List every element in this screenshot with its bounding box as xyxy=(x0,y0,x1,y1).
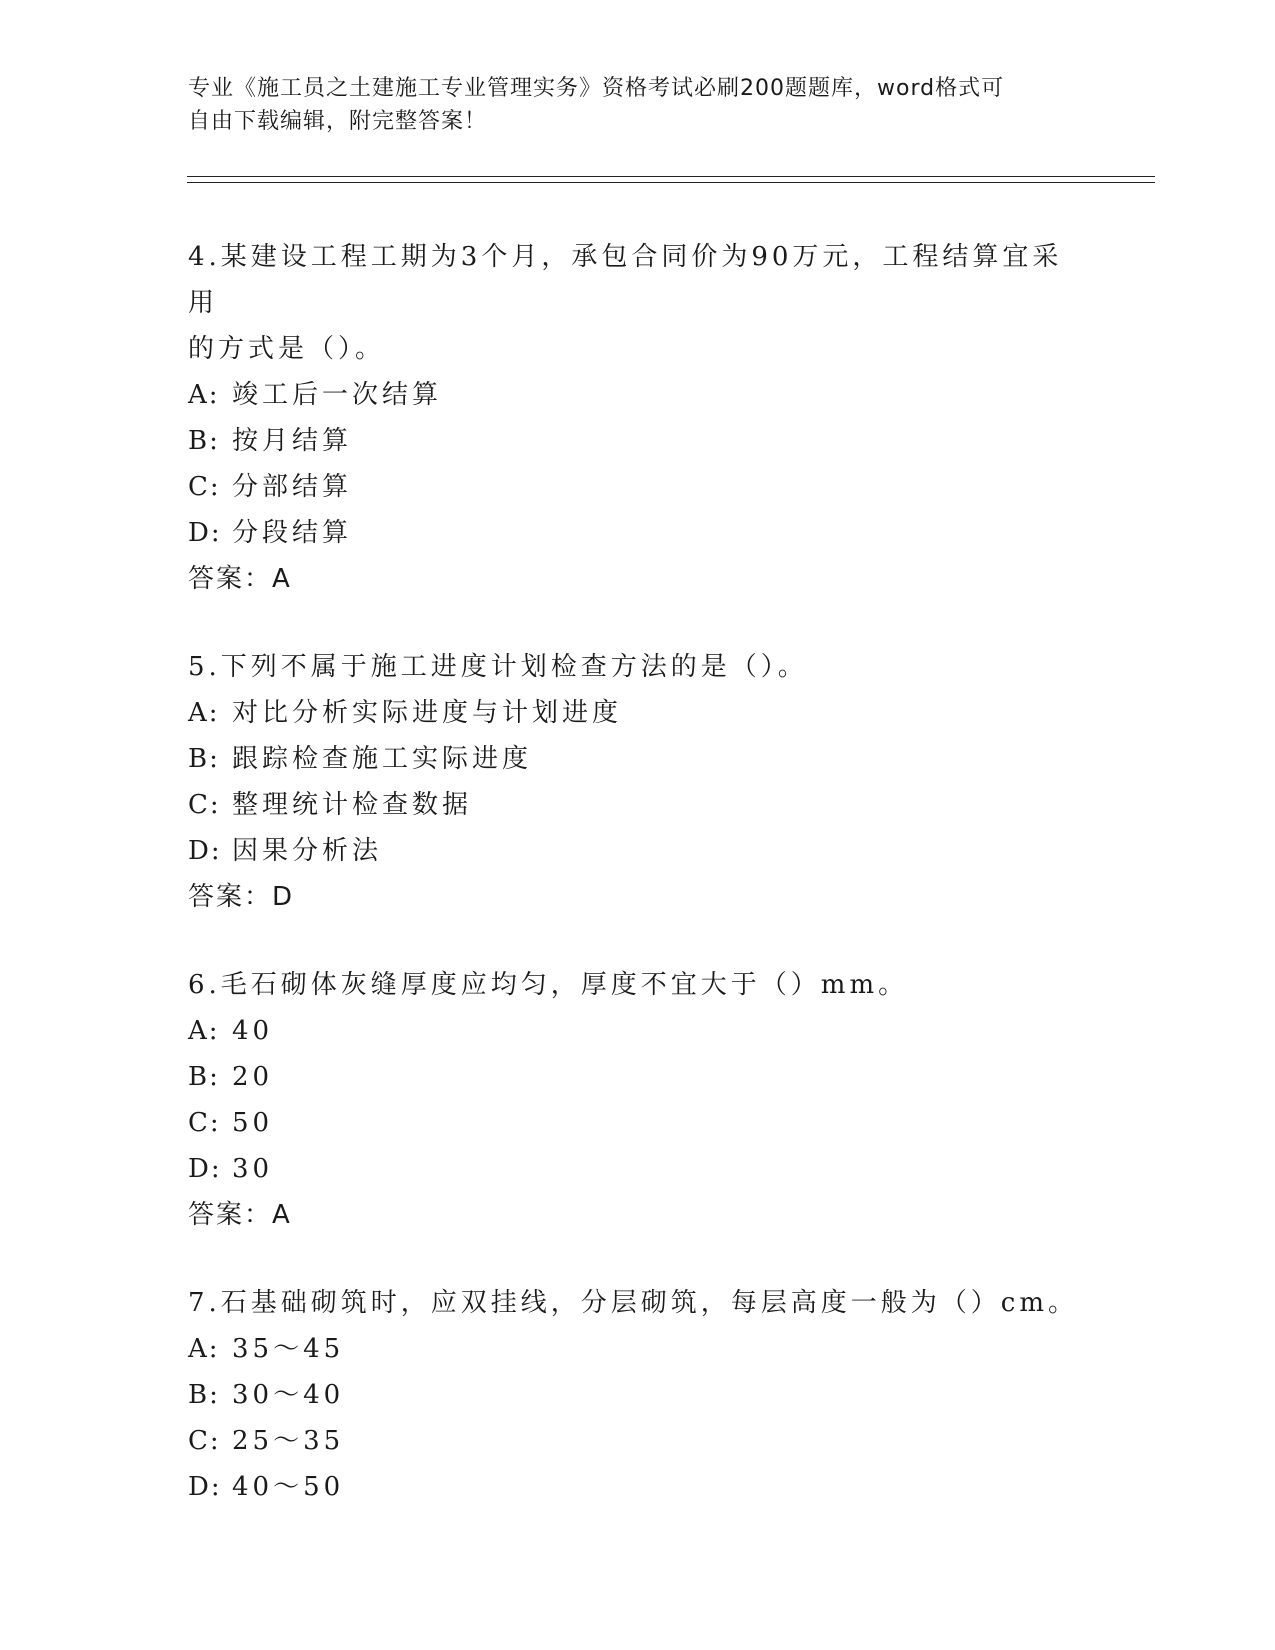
question-4 xyxy=(188,234,1088,602)
option-text: 分段结算 xyxy=(232,518,353,548)
option-letter: B: xyxy=(188,426,220,456)
option-text: 25～35 xyxy=(232,1426,345,1456)
option-letter: C: xyxy=(188,1426,221,1456)
answer-line: 答案：A xyxy=(188,564,292,594)
option-letter: C: xyxy=(188,472,221,502)
option-c xyxy=(188,1100,1088,1146)
option-letter: D: xyxy=(188,1472,222,1502)
option-c xyxy=(188,464,1088,510)
option-text: 竣工后一次结算 xyxy=(232,380,443,410)
option-text: 对比分析实际进度与计划进度 xyxy=(232,698,623,728)
option-d xyxy=(188,1464,1088,1510)
option-letter: A: xyxy=(188,1334,220,1364)
option-d xyxy=(188,510,1088,556)
option-b xyxy=(188,1054,1088,1100)
option-a xyxy=(188,1326,1088,1372)
question-6 xyxy=(188,962,1088,1238)
answer-line: 答案：D xyxy=(188,882,295,912)
question-stem: 5.下列不属于施工进度计划检查方法的是（）。 xyxy=(188,652,808,682)
option-letter: D: xyxy=(188,518,222,548)
option-text: 分部结算 xyxy=(232,472,353,502)
question-stem-continued: 的方式是（）。 xyxy=(188,334,386,364)
header-title-line1: 专业《施工员之土建施工专业管理实务》资格考试必刷200题题库，word格式可 xyxy=(188,76,1005,101)
header-divider-bottom xyxy=(187,182,1155,183)
option-letter: C: xyxy=(188,790,221,820)
question-stem: 6.毛石砌体灰缝厚度应均匀，厚度不宜大于（）mm。 xyxy=(188,970,909,1000)
option-text: 因果分析法 xyxy=(232,836,383,866)
option-letter: A: xyxy=(188,1016,220,1046)
option-letter: D: xyxy=(188,836,222,866)
option-text: 20 xyxy=(232,1062,274,1092)
option-letter: B: xyxy=(188,744,220,774)
option-text: 按月结算 xyxy=(232,426,353,456)
question-stem: 4.某建设工程工期为3个月，承包合同价为90万元，工程结算宜采用 xyxy=(188,242,1063,318)
option-text: 跟踪检查施工实际进度 xyxy=(232,744,533,774)
question-stem: 7.石基础砌筑时，应双挂线，分层砌筑，每层高度一般为（）cm。 xyxy=(188,1288,1079,1318)
option-b xyxy=(188,736,1088,782)
option-text: 40～50 xyxy=(232,1472,345,1502)
option-text: 整理统计检查数据 xyxy=(232,790,473,820)
option-b xyxy=(188,1372,1088,1418)
option-text: 40 xyxy=(232,1016,274,1046)
option-c xyxy=(188,782,1088,828)
question-list xyxy=(188,234,1088,1552)
option-text: 35～45 xyxy=(232,1334,345,1364)
option-letter: B: xyxy=(188,1062,220,1092)
option-a xyxy=(188,690,1088,736)
option-letter: A: xyxy=(188,380,220,410)
option-text: 30～40 xyxy=(232,1380,345,1410)
option-d xyxy=(188,1146,1088,1192)
question-5 xyxy=(188,644,1088,920)
option-b xyxy=(188,418,1088,464)
header-divider-top xyxy=(187,176,1155,177)
answer-line: 答案：A xyxy=(188,1200,292,1230)
option-letter: B: xyxy=(188,1380,220,1410)
option-text: 30 xyxy=(232,1154,274,1184)
option-a xyxy=(188,1008,1088,1054)
option-letter: D: xyxy=(188,1154,222,1184)
option-d xyxy=(188,828,1088,874)
question-7 xyxy=(188,1280,1088,1510)
option-letter: C: xyxy=(188,1108,221,1138)
option-a xyxy=(188,372,1088,418)
header-title-line2: 自由下载编辑，附完整答案！ xyxy=(188,109,488,134)
option-c xyxy=(188,1418,1088,1464)
option-text: 50 xyxy=(232,1108,274,1138)
option-letter: A: xyxy=(188,698,220,728)
document-header xyxy=(188,72,1068,138)
